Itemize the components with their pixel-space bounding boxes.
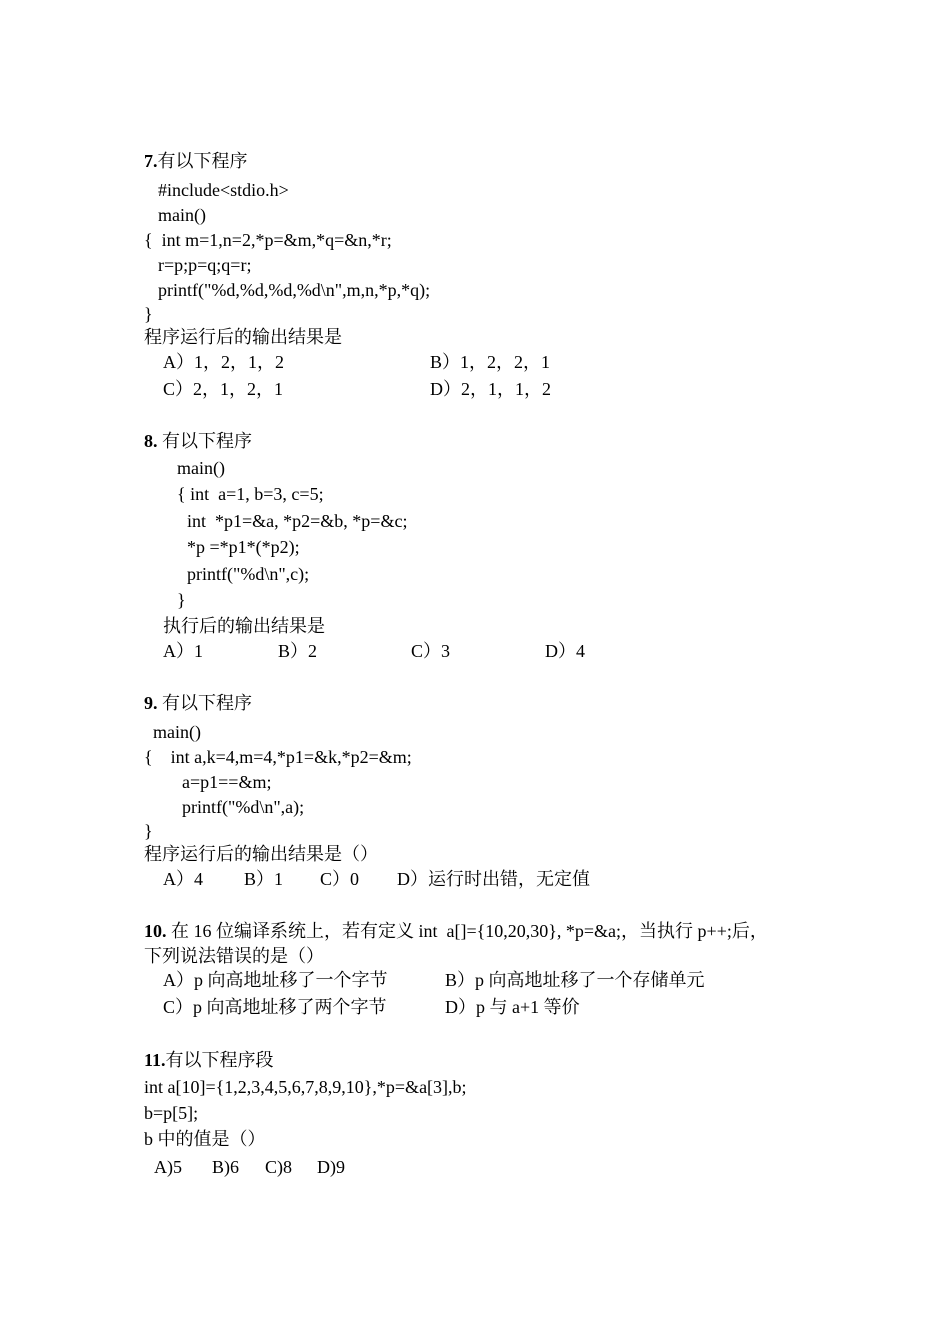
question-7-heading — [144, 150, 248, 172]
question-title: 有以下程序 — [157, 151, 248, 171]
option-b: B)6 — [212, 1157, 239, 1177]
question-title: 有以下程序 — [157, 693, 252, 713]
code-line: } — [144, 821, 153, 841]
code-line: main() — [158, 205, 206, 225]
code-line: } — [177, 590, 186, 610]
question-number: 11. — [144, 1050, 166, 1070]
question-number: 8. — [144, 431, 158, 451]
option-b: B）1，2，2，1 — [430, 352, 551, 372]
option-c: C）3 — [411, 641, 451, 661]
option-d: D）运行时出错，无定值 — [397, 869, 590, 889]
option-d: D）p 与 a+1 等价 — [445, 997, 580, 1017]
question-prompt: 执行后的输出结果是 — [163, 616, 325, 636]
question-title: 在 16 位编译系统上，若有定义 int a[]={10,20,30}, *p=&a;，当执行 p++;后， — [166, 921, 768, 941]
option-a: A）p 向高地址移了一个字节 — [163, 970, 388, 990]
question-8-heading — [144, 430, 252, 452]
code-line: b=p[5]; — [144, 1103, 199, 1123]
question-prompt: 程序运行后的输出结果是（） — [144, 844, 378, 864]
question-11-heading — [144, 1049, 274, 1071]
code-line: { int m=1,n=2,*p=&m,*q=&n,*r; — [144, 230, 392, 250]
question-title: 有以下程序 — [157, 431, 252, 451]
option-d: D）2，1，1，2 — [430, 379, 551, 399]
code-line: main() — [177, 458, 225, 478]
code-line: int *p1=&a, *p2=&b, *p=&c; — [187, 511, 408, 531]
question-title: 有以下程序段 — [165, 1050, 274, 1070]
code-line: printf("%d\n",c); — [187, 564, 310, 584]
option-c: C)8 — [265, 1157, 292, 1177]
code-line: #include<stdio.h> — [158, 180, 289, 200]
code-line: { int a,k=4,m=4,*p1=&k,*p2=&m; — [144, 747, 412, 767]
question-9-heading — [144, 692, 252, 714]
option-a: A）1 — [163, 641, 203, 661]
option-d: D）4 — [545, 641, 585, 661]
question-number: 7. — [144, 151, 158, 171]
question-prompt: b 中的值是（） — [144, 1129, 266, 1149]
question-number: 10. — [144, 921, 167, 941]
option-a: A)5 — [154, 1157, 182, 1177]
option-b: B）2 — [278, 641, 318, 661]
code-line: int a[10]={1,2,3,4,5,6,7,8,9,10},*p=&a[3],b; — [144, 1077, 467, 1097]
question-title-continued: 下列说法错误的是（） — [144, 946, 324, 966]
option-a: A）4 — [163, 869, 203, 889]
option-a: A）1，2，1，2 — [163, 352, 284, 372]
option-c: C）p 向高地址移了两个字节 — [163, 997, 387, 1017]
option-c: C）0 — [320, 869, 360, 889]
code-line: a=p1==&m; — [182, 772, 272, 792]
code-line: r=p;p=q;q=r; — [158, 255, 252, 275]
code-line: { int a=1, b=3, c=5; — [177, 484, 324, 504]
code-line: main() — [153, 722, 201, 742]
option-d: D)9 — [317, 1157, 345, 1177]
option-b: B）p 向高地址移了一个存储单元 — [445, 970, 705, 990]
code-line: printf("%d\n",a); — [182, 797, 305, 817]
code-line: printf("%d,%d,%d,%d\n",m,n,*p,*q); — [158, 280, 431, 300]
question-10-heading — [144, 920, 768, 942]
question-prompt: 程序运行后的输出结果是 — [144, 327, 342, 347]
code-line: } — [144, 304, 153, 324]
code-line: *p =*p1*(*p2); — [187, 537, 300, 557]
question-number: 9. — [144, 693, 158, 713]
option-b: B）1 — [244, 869, 284, 889]
option-c: C）2，1，2，1 — [163, 379, 284, 399]
